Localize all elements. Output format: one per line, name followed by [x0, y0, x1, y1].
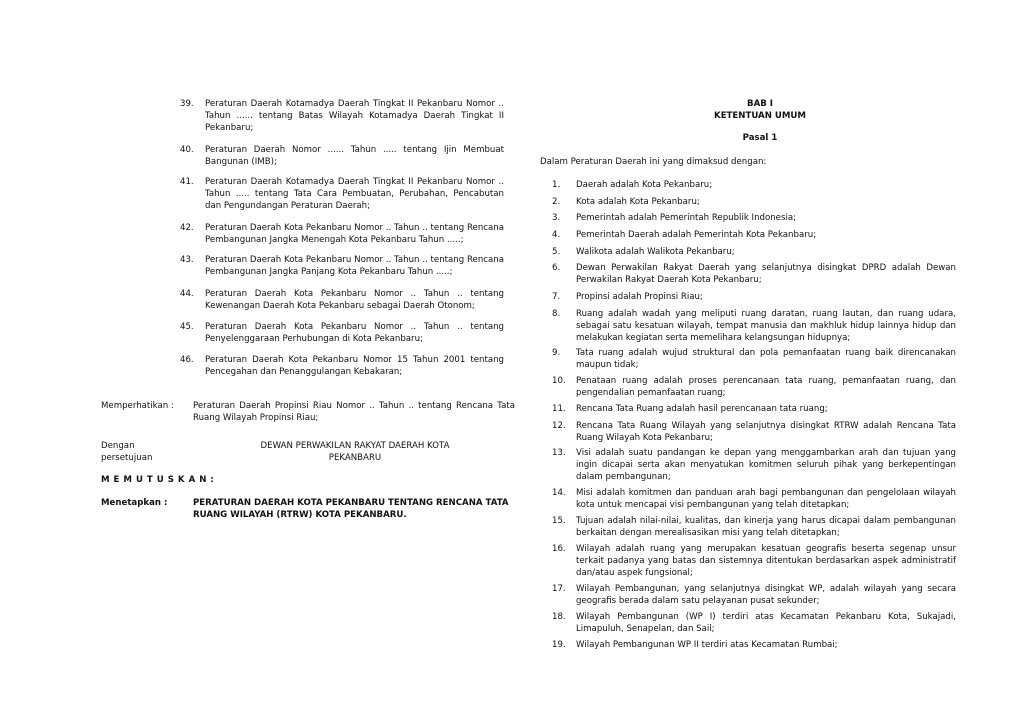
definition-text: Visi adalah suatu pandangan ke depan yang menggambarkan arah dan tujuan yang ingin dicapai serta akan menyatukan komitmen seluruh pihak yang berkepentingan dalam pembangunan;: [576, 448, 956, 482]
right-column: [540, 0, 960, 728]
definition-number: 11.: [552, 404, 566, 414]
regulation-number: 39.: [180, 99, 194, 109]
definition-text: Daerah adalah Kota Pekanbaru;: [576, 180, 713, 190]
definition-text: Rencana Tata Ruang adalah hasil perencanaan tata ruang;: [576, 404, 828, 414]
definition-text: Pemerintah Daerah adalah Pemerintah Kota Pekanbaru;: [576, 230, 817, 240]
definition-text: Tata ruang adalah wujud struktural dan pola pemanfaatan ruang baik direncanakan maupun tidak;: [576, 348, 956, 370]
definition-number: 18.: [552, 612, 566, 622]
definition-text: Rencana Tata Ruang Wilayah yang selanjutnya disingkat RTRW adalah Rencana Tata Ruang Wilayah Kota Pekanbaru;: [576, 421, 956, 443]
menetapkan-label: Menetapkan :: [101, 498, 168, 508]
definition-text: Wilayah Pembangunan, yang selanjutnya disingkat WP, adalah wilayah yang secara geografis berada dalam satu pelayanan pusat sekunder;: [576, 584, 956, 606]
definition-number: 12.: [552, 421, 566, 431]
dprd-block: [230, 440, 480, 464]
regulation-text: Peraturan Daerah Kotamadya Daerah Tingkat II Pekanbaru Nomor .. Tahun ..... tentang Tata Cara Pembuatan, Perubahan, Pencabutan dan Pengundangan Peraturan Daerah;: [205, 177, 504, 211]
regulation-text: Peraturan Daerah Kota Pekanbaru Nomor 15 Tahun 2001 tentang Pencegahan dan Penanggulangan Kebakaran;: [205, 355, 504, 377]
definition-text: Tujuan adalah nilai-nilai, kualitas, dan kinerja yang harus dicapai dalam pembangunan berkaitan dengan merealisasikan misi yang telah ditetapkan;: [576, 516, 956, 538]
menetapkan-text: PERATURAN DAERAH KOTA PEKANBARU TENTANG RENCANA TATA RUANG WILAYAH (RTRW) KOTA PEKANBARU.: [193, 498, 509, 520]
definition-number: 5.: [552, 247, 561, 257]
regulation-number: 40.: [180, 145, 194, 155]
regulation-number: 43.: [180, 255, 194, 265]
definition-number: 9.: [552, 348, 561, 358]
definition-number: 16.: [552, 544, 566, 554]
definition-text: Walikota adalah Walikota Pekanbaru;: [576, 247, 735, 257]
definition-number: 2.: [552, 197, 561, 207]
definition-number: 19.: [552, 640, 566, 650]
definition-number: 4.: [552, 230, 561, 240]
definition-text: Dewan Perwakilan Rakyat Daerah yang selanjutnya disingkat DPRD adalah Dewan Perwakilan Rakyat Daerah Kota Pekanbaru;: [576, 263, 956, 285]
regulation-text: Peraturan Daerah Nomor ...... Tahun ..... tentang Ijin Membuat Bangunan (IMB);: [205, 145, 504, 167]
definition-text: Kota adalah Kota Pekanbaru;: [576, 197, 700, 207]
bab-heading: BAB I: [747, 99, 773, 109]
persetujuan-label: persetujuan: [101, 453, 153, 463]
definition-text: Wilayah Pembangunan (WP I) terdiri atas Kecamatan Pekanbaru Kota, Sukajadi, Limapuluh, Senapelan, dan Sail;: [576, 612, 956, 634]
regulation-text: Peraturan Daerah Kota Pekanbaru Nomor .. Tahun .. tentang Rencana Pembangunan Jangka Menengah Kota Pekanbaru Tahun .....;: [205, 223, 504, 245]
dprd-line-1: DEWAN PERWAKILAN RAKYAT DAERAH KOTA: [260, 441, 450, 451]
regulation-text: Peraturan Daerah Kota Pekanbaru Nomor .. Tahun .. tentang Penyelenggaraan Perhubungan di Kota Pekanbaru;: [205, 322, 504, 344]
definition-text: Pemerintah adalah Pemerintah Republik Indonesia;: [576, 213, 796, 223]
memperhatikan-text: Peraturan Daerah Propinsi Riau Nomor .. Tahun .. tentang Rencana Tata Ruang Wilayah Propinsi Riau;: [193, 401, 515, 423]
definition-number: 6.: [552, 263, 561, 273]
regulation-text: Peraturan Daerah Kotamadya Daerah Tingkat II Pekanbaru Nomor .. Tahun ...... tentang Batas Wilayah Kotamadya Daerah Tingkat II Pekanbaru;: [205, 99, 504, 133]
dprd-line-2: PEKANBARU: [328, 453, 382, 463]
definition-number: 13.: [552, 448, 566, 458]
definition-number: 7.: [552, 292, 561, 302]
definition-number: 14.: [552, 488, 566, 498]
regulation-text: Peraturan Daerah Kota Pekanbaru Nomor .. Tahun .. tentang Rencana Pembangunan Jangka Panjang Kota Pekanbaru Tahun .....;: [205, 255, 504, 277]
regulation-number: 42.: [180, 223, 194, 233]
definition-number: 15.: [552, 516, 566, 526]
intro-text: Dalam Peraturan Daerah ini yang dimaksud dengan:: [540, 157, 767, 167]
memperhatikan-label: Memperhatikan :: [101, 401, 174, 411]
dengan-label: Dengan: [101, 441, 135, 451]
memutuskan-heading: M E M U T U S K A N :: [101, 475, 215, 485]
pasal-heading: Pasal 1: [742, 133, 778, 143]
regulation-number: 44.: [180, 289, 194, 299]
definition-number: 17.: [552, 584, 566, 594]
regulation-number: 45.: [180, 322, 194, 332]
definition-number: 10.: [552, 376, 566, 386]
definition-text: Wilayah adalah ruang yang merupakan kesatuan geografis beserta segenap unsur terkait padanya yang batas dan sistemnya ditentukan berdasarkan aspek administratif dan/atau aspek fungsional;: [576, 544, 956, 578]
definition-number: 8.: [552, 309, 561, 319]
bab-title: KETENTUAN UMUM: [714, 111, 806, 121]
definition-text: Misi adalah komitmen dan panduan arah bagi pembangunan dan pengelolaan wilayah kota untuk mencapai visi pembangunan yang telah ditetapkan;: [576, 488, 956, 510]
definition-number: 1.: [552, 180, 561, 190]
regulation-number: 46.: [180, 355, 194, 365]
definition-text: Propinsi adalah Propinsi Riau;: [576, 292, 703, 302]
definition-number: 3.: [552, 213, 561, 223]
regulation-text: Peraturan Daerah Kota Pekanbaru Nomor .. Tahun .. tentang Kewenangan Daerah Kota Pekanbaru sebagai Daerah Otonom;: [205, 289, 504, 311]
definition-text: Ruang adalah wadah yang meliputi ruang daratan, ruang lautan, dan ruang udara, sebagai satu kesatuan wilayah, tempat manusia dan makhluk hidup lainnya hidup dan melakukan kegiatan serta memelihara kelangsungan hidupnya;: [576, 309, 956, 343]
definition-text: Wilayah Pembangunan WP II terdiri atas Kecamatan Rumbai;: [576, 640, 838, 650]
regulation-number: 41.: [180, 177, 194, 187]
definition-text: Penataan ruang adalah proses perencanaan tata ruang, pemanfaatan ruang, dan pengendalian pemanfaatan ruang;: [576, 376, 956, 398]
